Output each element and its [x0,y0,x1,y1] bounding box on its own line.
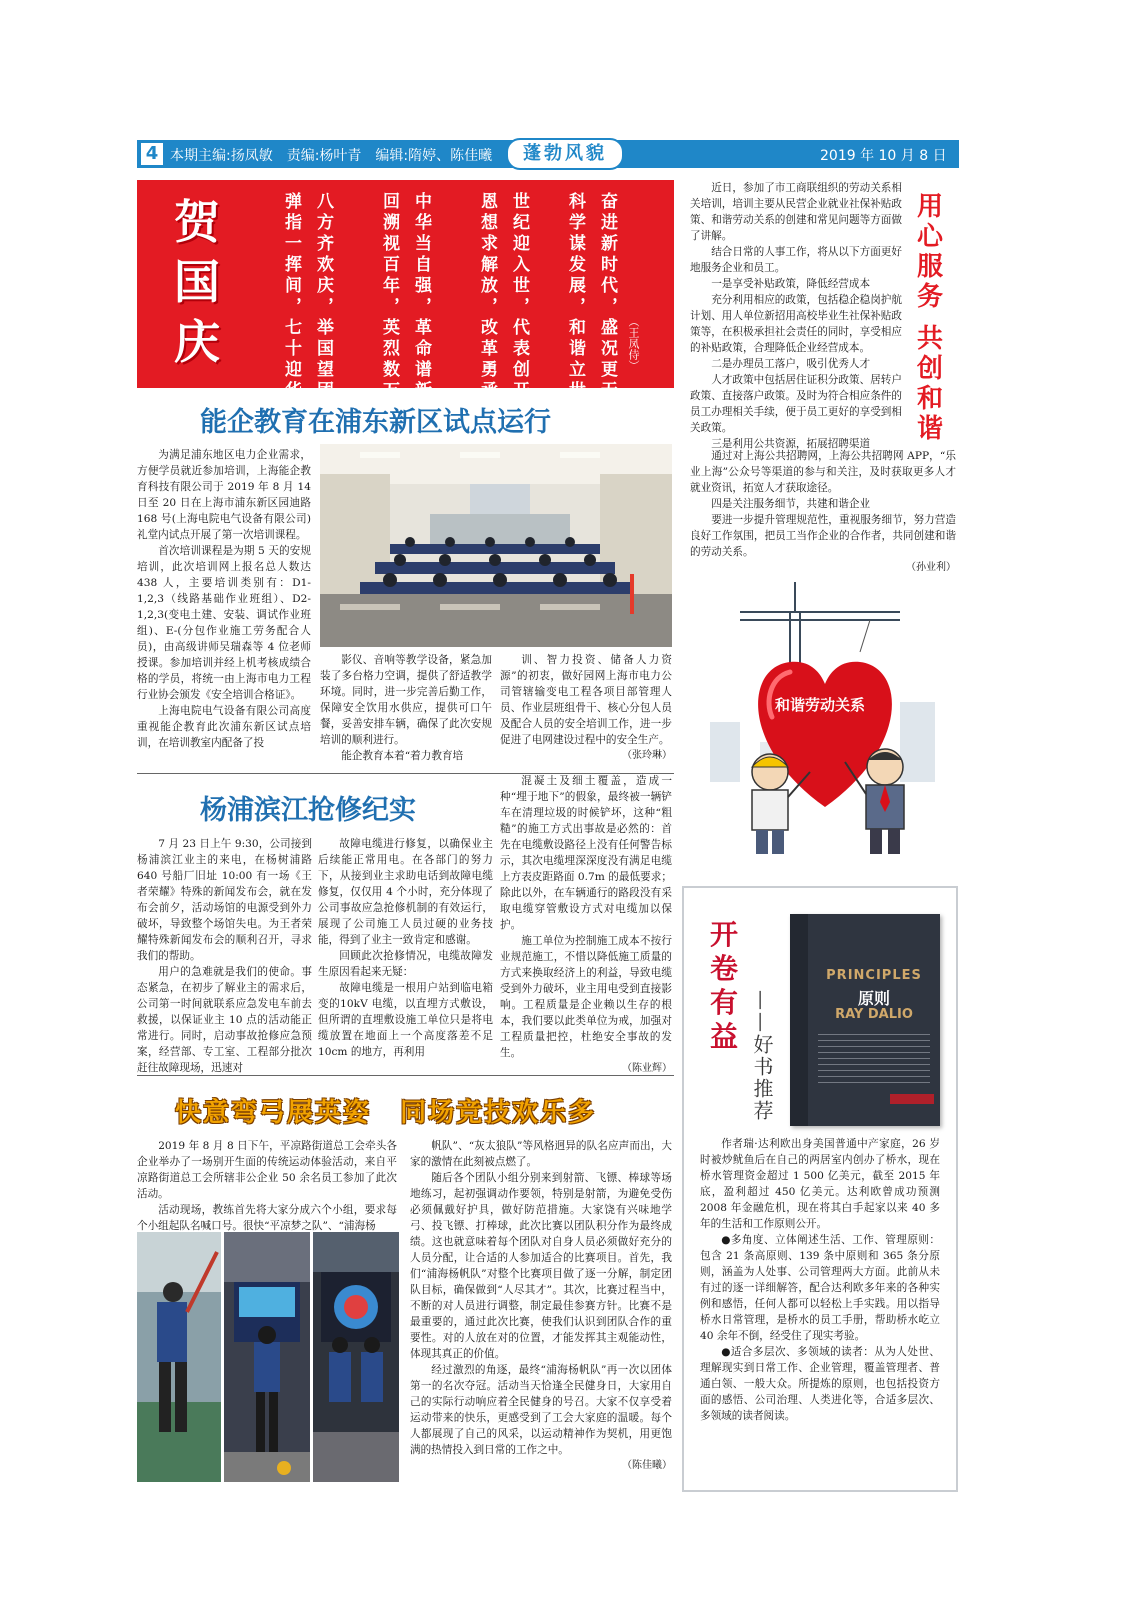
editor-credits: 本期主编:扬凤敏 责编:杨叶青 编辑:隋婷、陈佳曦 [170,148,493,164]
article1-col2 [320,652,492,764]
headline-char: 用 [916,192,943,222]
book-cover [790,914,940,1126]
page-number: 4 [141,143,163,165]
book-subtitle: ——好书推荐 [750,990,774,1122]
poem-author: （王凤侍） [627,316,640,371]
article4-headline [913,192,947,444]
paragraph: 通过对上海公共招聘网，上海公共招聘网 APP，“乐业上海”公众号等渠道的参与和关注，及时获取更多人才就业资讯，拓宽人才获取途径。 [690,450,956,494]
article2-col1 [137,836,312,1076]
illustration-label: 和谐劳动关系 [775,696,866,714]
article2-col2 [318,836,493,1060]
article1-headline-wrap [200,400,551,439]
paragraph: 随后各个团队小组分别来到射箭、飞镖、棒球等场地练习，起初强调动作要领，特别是射箭，为避免受伤必须佩戴好护具，做好防范措施。大家饶有兴味地学弓、投飞镖、打棒球，此次比赛以团队积分作为最终成绩。这也就意味着每个团队对自身人员必须做好充分的人员分配，让合适的人参加适合的比赛项目。首先，我们“浦海杨帆队”对整个比赛项目做了逐一分解，制定团队目标，确保做到“人尽其才”。其次，比赛过程当中，不断的对人员进行调整，制定最佳参赛方针。比赛不是最重要的，通过此次比赛，使我们认识到团队合作的重要性。对的人放在对的位置，才能发挥其主观能动性，体现其真正的价值。 [410,1172,672,1360]
paragraph: ●适合多层次、多领域的读者：从为人处世、理解现实到日常工作、企业管理，覆盖管理者、普通白领、一般大众。所提炼的原则，也包括投资方面的感悟、公司治理、人类进化等，合适多层次、多领域的读者阅读。 [700,1346,940,1422]
illustration-graphic [700,572,950,862]
book-cover-en-title: PRINCIPLES [826,968,922,983]
paragraph: ●多角度、立体阐述生活、工作、管理原则：包含 21 条高原则、139 条中原则和 365 条分原则，涵盖为人处事、公司管理两大方面。此前从未有过的逐一详细解答，配合达利欧多年来的各种实例和感悟，任何人都可以轻松上手实践。用以指导桥水日常管理，是桥水的员工手册，帮助桥水屹立 40 余年不倒，经受住了现实考验。 [700,1234,940,1342]
article1-headline: 能企教育在浦东新区试点运行 [200,407,551,438]
book-cover-cn-title: 原则 [857,989,890,1008]
signature: （陈业辉） [622,1063,672,1074]
paragraph: 2019 年 8 月 8 日下午，平凉路街道总工会牵头各企业举办了一场别开生面的传统运动体验活动，来自平凉路街道总工会所辖非公企业 50 余名员工参加了此次活动。 [137,1140,397,1200]
poem-line: 世纪迎入世，代表创开颜。 [509,192,529,444]
training-classroom-image [320,444,672,647]
headline-char: 心 [916,222,943,252]
training-photo [320,444,672,647]
poem-title [170,195,224,375]
issue-date: 2019 年 10 月 8 日 [820,148,947,164]
paragraph: 混凝土及细土覆盖，造成一种“埋于地下”的假象，最终被一辆铲车在清理垃圾的时候铲坏，这种“粗糙”的施工方式出事故是必然的：首先在电缆敷设路径上没有任何警告标示，其次电缆埋深深度没有满足电缆上方表皮距路面 0.7m 的最低要求；除此以外，在车辆通行的路段没有采取电缆穿管敷设方式对电缆加以保护。 [500,775,672,931]
paragraph: 作者瑞·达利欧出身美国普通中产家庭，26 岁时被炒鱿鱼后在自己的两居室内创办了桥水，现在桥水管理资金超过 1 500 亿美元，截至 2015 年底，盈利超过 450 亿美元。达利欧曾成功预测 2008 年金融危机，现在将其白手起家以来 40 多年的生活和工作原则公开。 [700,1138,940,1230]
paragraph: 7 月 23 日上午 9:30，公司接到杨浦滨江业主的来电，在杨树浦路 640 号船厂旧址 10:00 有一场《王者荣耀》特殊的新闻发布会，就在发布会前夕，活动场馆的电源受到外力破坏，导致整个场馆失电。为王者荣耀特殊新闻发布会的顺利召开，寻求我们的帮助。 [137,838,312,962]
paragraph: 为满足浦东地区电力企业需求，方便学员就近参加培训，上海能企教育科技有限公司于 2019 年 8 月 14 日至 20 日在上海市浦东新区园迪路 168 号(上海电院电气设备有限公司)礼堂内试点开展了第一次培训课程。 [137,449,311,541]
headline-char: 务 [916,282,943,312]
article1-col3 [500,652,672,764]
poem-line: 恩想求解放，改革勇承担。 [477,192,497,444]
signature: （陈佳曦） [622,1460,672,1471]
article4-body-top [690,180,902,452]
article1-col1 [137,447,311,751]
paragraph: 故障电缆是一根用户站到临电箱变的10kV 电缆，以直埋方式敷设，但所谓的直埋敷设施工单位只是将电缆放置在地面上一个高度落差不足 10cm 的地方，再利用 [318,982,493,1058]
paragraph: 要进一步提升管理规范性，重视服务细节，努力营造良好工作氛围，把员工当作企业的合作者，共同创建和谐的劳动关系。 [690,514,956,558]
paragraph: 故障电缆进行修复，以确保业主后续能正常用电。在各部门的努力下，从接到业主求助电话到故障电缆修复，仅仅用 4 个小时，充分体现了公司事故应急抢修机制的有效运行，展现了公司施工人员过硬的业务技能，得到了业主一致肯定和感谢。 [318,838,493,946]
poem-line: 科学谋发展，和谐立世间。 [565,192,585,444]
section-title: 蓬勃风貌 [506,138,624,170]
darts-photo [313,1232,399,1482]
article3-banner [175,1092,596,1129]
headline-char: 共 [916,324,943,354]
archery-photo [137,1232,221,1482]
paragraph: 三是利用公共资源，拓展招聘渠道 [711,438,871,450]
paragraph: 能企教育本着“着力教育培 [341,750,464,762]
paragraph: 近日，参加了市工商联组织的劳动关系相关培训，培训主要从民营企业就业社保补贴政策、和谐劳动关系的创建和常见问题等方面做了讲解。 [690,182,902,242]
headline-char: 和 [916,384,943,414]
article4-body-bottom [690,448,956,576]
book-cover-text-block [818,1034,930,1086]
poem-title-char: 庆 [174,315,220,369]
poem-title-char: 国 [174,255,220,309]
poem-line: 八方齐欢庆，举国望团圆。 [313,192,333,444]
article3-col1 [137,1138,397,1234]
book-cover-author: RAY DALIO [835,1007,913,1022]
article2-headline: 杨浦滨江抢修纪实 [200,795,416,826]
labor-relations-illustration [700,572,950,862]
book-section-title [704,918,744,1054]
poem-title-char: 贺 [174,195,220,249]
paragraph: 回顾此次抢修情况，电缆故障发生原因看起来无疑： [318,950,493,978]
article3-headline-b: 同场竞技欢乐多 [400,1098,597,1128]
paragraph: 经过激烈的角逐，最终“浦海杨帆队”再一次以团体第一的名次夺冠。活动当天恰逢全民健身日，大家用自己的实际行动响应着全民健身的号召。大家不仅享受着运动带来的快乐，更感受到了工会大家庭的温暖。每个人都展现了自己的风采，以运动精神作为契机，用更饱满的热情投入到日常的工作之中。 [410,1364,672,1456]
book-spine [790,914,808,1126]
section-divider [137,1075,674,1076]
paragraph: 首次培训课程是为期 5 天的安规培训，此次培训网上报名总人数达 438 人，主要培训类别有：D1-1,2,3（线路基础作业班组）、D2-1,2,3(变电土建、安装、调试作业班组)、E-(分包作业施工劳务配合人员)，由高级讲师吴瑞森等 4 位老师授课。参加培训并经上机考核成绩合格的学员，将统一由上海市电力工程行业协会颁发《安全培训合格证》。 [137,545,311,701]
article2-col3 [500,773,672,1077]
paragraph: 帆队”、“灰太狼队”等风格迥异的队名应声而出，大家的激情在此刻被点燃了。 [410,1140,672,1168]
paragraph: 施工单位为控制施工成本不按行业规范施工，不惜以降低施工质量的方式来换取经济上的利益，导致电缆受到外力破坏，业主用电受到直接影响。工程质量是企业赖以生存的根本，我们要以此类单位为戒，加强对工程质量把控，杜绝安全事故的发生。 [500,935,672,1059]
paragraph: 训、智力投资、储备人力资源”的初衷，做好园网上海市电力公司管辖输变电工程各项目部管理人员、作业层班组骨干、核心分包人员及配合人员的安全培训工作，进一步促进了电网建设过程中的安全生产。 [500,654,672,746]
arcade-photo [224,1232,310,1482]
book-description [700,1136,940,1424]
paragraph: 用户的急难就是我们的使命。事态紧急，在初步了解业主的需求后，公司第一时间就联系应急发电车前去救援，以保证业主 10 点的活动能正常进行。同时，启动事故抢修应急预案，经营部、专工室、工程部分批次赶往故障现场，迅速对 [137,966,312,1074]
paragraph: 一是享受补贴政策，降低经营成本 [711,278,871,290]
article2-headline-wrap [200,788,416,827]
paragraph: 结合日常的人事工作，将从以下方面更好地服务企业和员工。 [690,246,902,274]
paragraph: 影仪、音响等教学设备，紧急加装了多台格力空调，提供了舒适教学环境。同时，进一步完善后勤工作，保障安全饮用水供应，提供可口午餐，妥善安排车辆，确保了此次安规培训的顺利进行。 [320,654,492,746]
signature: （张玲琳） [622,750,672,761]
poem-line: 回溯视百年，英烈数万千。 [379,192,399,444]
paragraph: 二是办理员工落户，吸引优秀人才 [711,358,871,370]
book-title-line: 开卷 [709,918,738,985]
book-cover-tag [890,1094,934,1104]
paragraph: 上海电院电气设备有限公司高度重视能企教育此次浦东新区试点培训，在培训教室内配备了投 [137,705,311,749]
paragraph: 活动现场，教练首先将大家分成六个小组，要求每个小组起队名喊口号。很快“平凉梦之队”、“浦海杨 [137,1204,397,1232]
poem-line: 中华当自强，革命谱新篇。 [411,192,431,444]
poem-line: 弹指一挥间，七十迎华诞。 [281,192,301,444]
book-title-line: 有益 [709,986,738,1053]
headline-char: 创 [916,354,943,384]
arcade-image [224,1232,310,1482]
article3-headline-a: 快意弯弓展英姿 [175,1098,372,1128]
headline-char: 服 [916,252,943,282]
archery-image [137,1232,221,1482]
poem-line: 奋进新时代，盛况更无前。 [597,192,617,444]
darts-image [313,1232,399,1482]
paragraph: 充分利用相应的政策，包括稳企稳岗护航计划、用人单位新招用高校毕业生社保补贴政策等，在积极承担社会责任的同时，享受相应的补贴政策，合理降低企业经营成本。 [690,294,902,354]
paragraph: 人才政策中包括居住证积分政策、居转户政策、直接落户政策。及时为符合相应条件的员工办理相关手续，便于员工更好的享受到相关政策。 [690,374,902,434]
signature: （孙业利） [906,562,956,573]
headline-char: 谐 [916,414,943,444]
paragraph: 四是关注服务细节，共建和谐企业 [711,498,871,510]
article3-col2 [410,1138,672,1474]
